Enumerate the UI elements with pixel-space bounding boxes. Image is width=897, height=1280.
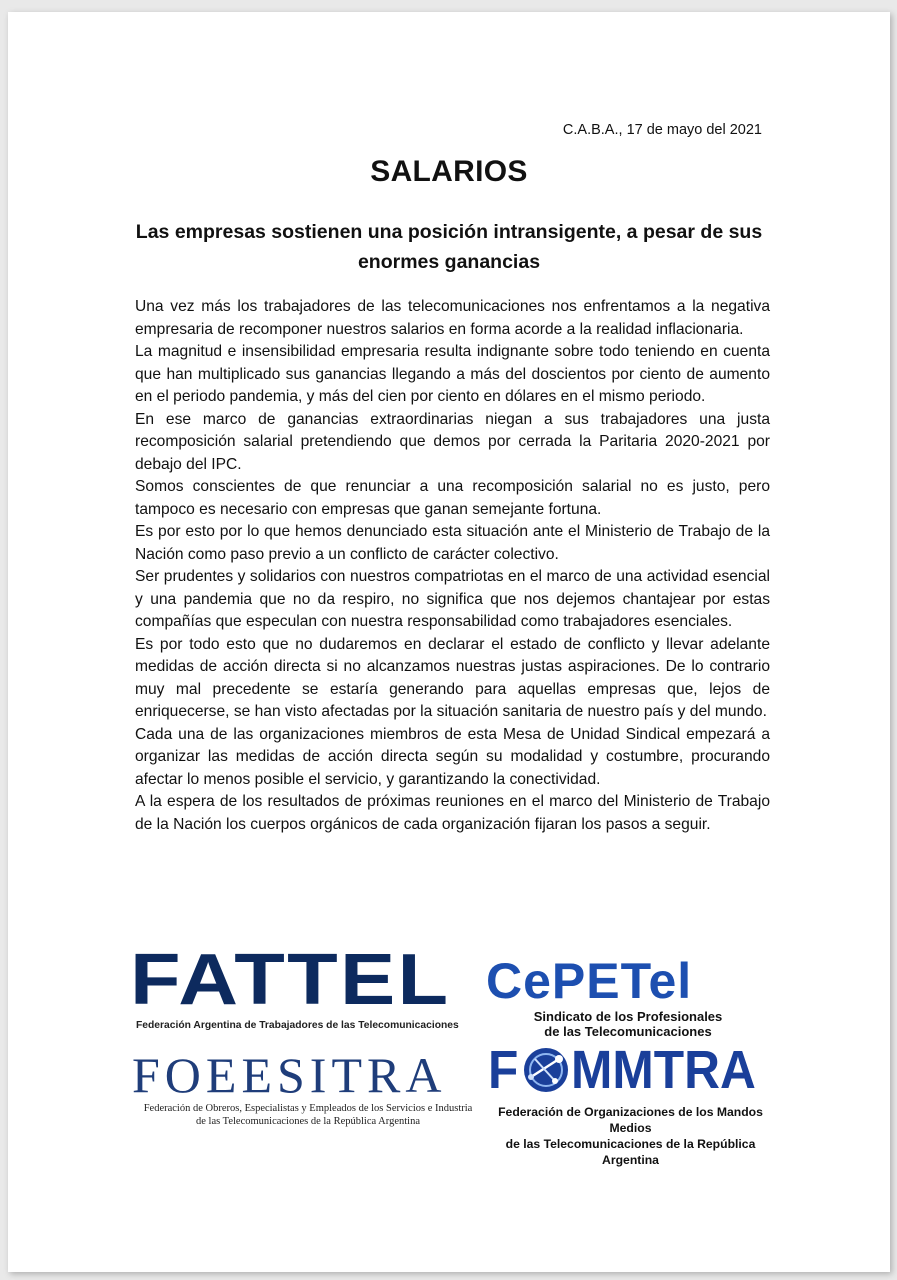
body-paragraph: En ese marco de ganancias extraordinarias niegan a sus trabajadores una justa recomposición salarial pretendiendo que demos por cerrada la Paritaria 2020-2021 por debajo del IPC.: [135, 410, 770, 473]
document-date: C.A.B.A., 17 de mayo del 2021: [562, 122, 762, 138]
foeesitra-subtitle-line: Federación de Obreros, Especialistas y Empleados de los Servicios e Industria: [143, 1103, 473, 1114]
document-body: [135, 296, 770, 836]
body-paragraph: Ser prudentes y solidarios con nuestros compatriotas en el marco de una actividad esencial y una pandemia que no da respiro, no significa que nos dejemos chantajear por estas compañías que especulan con nuestra responsabilidad como trabajadores esenciales.: [135, 568, 770, 630]
body-paragraph: La magnitud e insensibilidad empresaria resulta indignante sobre todo teniendo en cuenta que han multiplicado sus ganancias llegando a más del doscientos por ciento de aumento en el periodo pandemia, y más del cien por ciento en dólares en el mismo periodo.: [135, 343, 770, 405]
fommtra-subtitle-line: de las Telecomunicaciones de la República Argentina: [505, 1137, 756, 1167]
fommtra-logo-subtitle: [478, 1104, 783, 1168]
fommtra-subtitle-line: Federación de Organizaciones de los Mandos Medios: [498, 1105, 763, 1135]
body-paragraph: Cada una de las organizaciones miembros de esta Mesa de Unidad Sindical empezará a organizar las medidas de acción directa según su modalidad y costumbre, procurando afectar lo menos posible el servicio, y garantizando la conectividad.: [135, 725, 770, 788]
fattel-logo: FATTEL: [130, 940, 451, 1020]
body-paragraph: Somos conscientes de que renunciar a una recomposición salarial no es justo, pero tampoco es necesario con empresas que ganan semejante fortuna.: [135, 478, 770, 518]
fommtra-globe-icon: [521, 1045, 571, 1095]
cepetel-subtitle-line: de las Telecomunicaciones: [544, 1024, 712, 1039]
document-title: SALARIOS: [370, 155, 528, 188]
body-paragraph: Una vez más los trabajadores de las telecomunicaciones nos enfrentamos a la negativa empresaria de recomponer nuestros salarios en forma acorde a la realidad inflacionaria.: [135, 298, 770, 338]
document-subtitle: Las empresas sostienen una posición intransigente, a pesar de sus enormes ganancias: [135, 221, 763, 273]
cepetel-subtitle-line: Sindicato de los Profesionales: [533, 1009, 723, 1024]
document-page: [8, 12, 890, 1272]
fommtra-logo: [488, 1040, 788, 1100]
body-paragraph: Es por esto por lo que hemos denunciado esta situación ante el Ministerio de Trabajo de la Nación como paso previo a un conflicto de carácter colectivo.: [135, 523, 770, 563]
body-paragraph: A la espera de los resultados de próximas reuniones en el marco del Ministerio de Trabajo de la Nación los cuerpos orgánicos de cada organización fijaran los pasos a seguir.: [135, 793, 770, 833]
fommtra-logo-letter-f: F: [488, 1040, 519, 1100]
foeesitra-subtitle-line: de las Telecomunicaciones de la República Argentina: [196, 1116, 420, 1127]
foeesitra-logo: FOEESITRA: [132, 1047, 447, 1103]
fattel-logo-subtitle: Federación Argentina de Trabajadores de las Telecomunicaciones: [136, 1020, 459, 1031]
cepetel-logo: CePETel: [486, 953, 693, 1009]
cepetel-logo-subtitle: [478, 1009, 778, 1039]
foeesitra-logo-subtitle: [128, 1102, 488, 1128]
body-paragraph: Es por todo esto que no dudaremos en declarar el estado de conflicto y llevar adelante medidas de acción directa si no alcanzamos nuestras justas aspiraciones. De lo contrario muy mal precedente se estaría generando para aquellas empresas que, lejos de enriquecerse, se han visto afectadas por la situación sanitaria de nuestro país y del mundo.: [135, 635, 770, 720]
fommtra-logo-text: MMTRA: [571, 1040, 756, 1100]
